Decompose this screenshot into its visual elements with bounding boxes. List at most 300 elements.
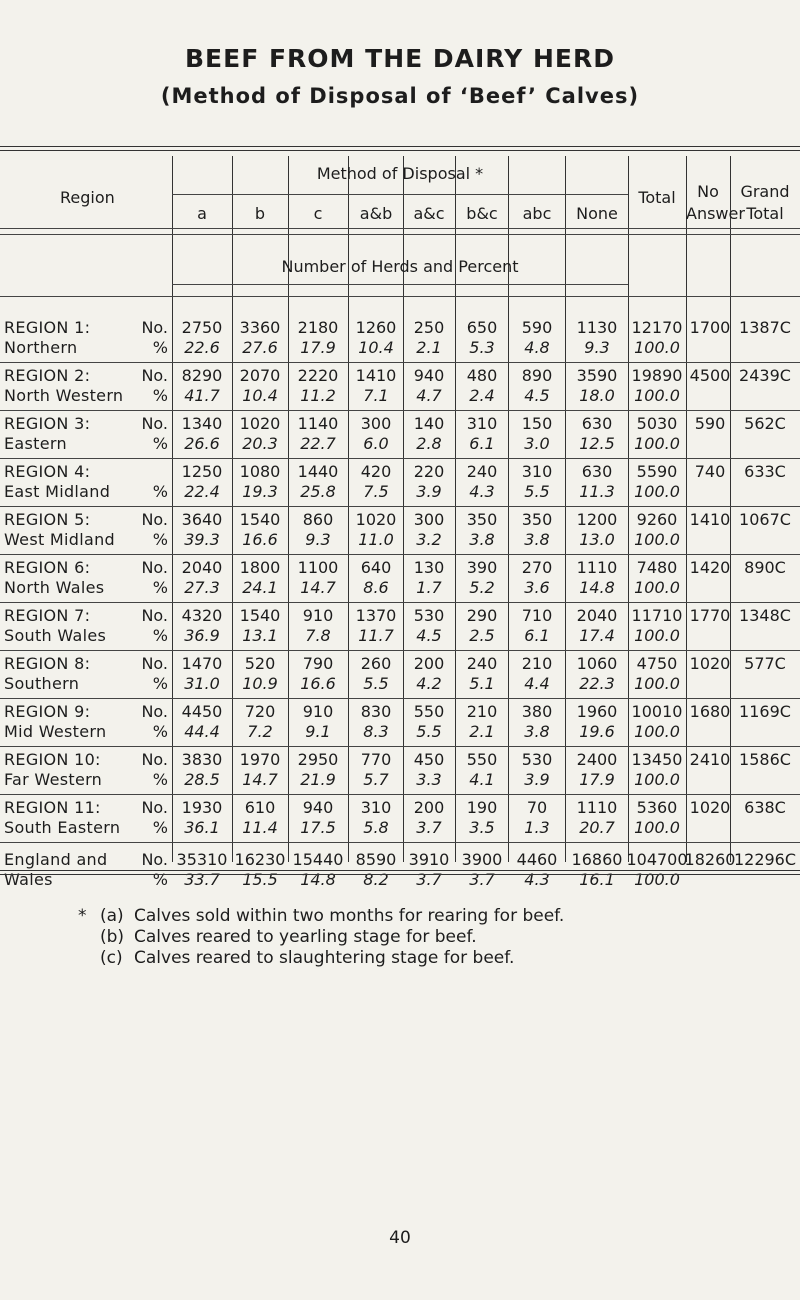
percent-cell: 8.2 [363, 870, 389, 889]
percent-cell: 8.6 [363, 578, 389, 597]
row-label-number: No. [141, 654, 168, 673]
percent-cell: 10.4 [242, 386, 278, 405]
count-cell: 300 [360, 414, 392, 433]
percent-cell: 100.0 [634, 674, 680, 693]
column-header-region: Region [60, 188, 115, 207]
count-cell: 35310 [176, 850, 228, 869]
count-cell: 1410 [355, 366, 397, 385]
count-cell: 1680 [689, 702, 731, 721]
count-cell: 830 [360, 702, 392, 721]
region-name-line2: Far Western [4, 770, 103, 789]
region-name-line1: England and [4, 850, 108, 869]
percent-cell: 3.8 [469, 530, 495, 549]
count-cell: 910 [302, 702, 334, 721]
percent-cell: 100.0 [634, 338, 680, 357]
count-cell: 10010 [631, 702, 683, 721]
count-cell: 2180 [297, 318, 339, 337]
table-top-rule-double [0, 150, 800, 151]
percent-cell: 16.6 [300, 674, 336, 693]
percent-cell: 15.5 [242, 870, 278, 889]
table-bottom-rule-double [0, 874, 800, 875]
count-cell: 1060 [576, 654, 618, 673]
row-separator [0, 554, 800, 555]
percent-cell: 2.1 [416, 338, 442, 357]
count-cell: 2950 [297, 750, 339, 769]
count-cell: 250 [413, 318, 445, 337]
row-label-number: No. [141, 606, 168, 625]
count-cell: 4750 [636, 654, 678, 673]
percent-cell: 100.0 [634, 434, 680, 453]
page-subtitle: (Method of Disposal of ‘Beef’ Calves) [160, 84, 640, 108]
column-header-grand-total-2: Total [746, 204, 784, 223]
percent-cell: 11.7 [358, 626, 394, 645]
percent-cell: 24.1 [242, 578, 278, 597]
percent-cell: 100.0 [634, 626, 680, 645]
percent-cell: 11.3 [579, 482, 615, 501]
count-cell: 630 [581, 462, 613, 481]
percent-cell: 4.5 [416, 626, 442, 645]
region-name-line2: Wales [4, 870, 53, 889]
row-label-percent: % [152, 482, 168, 501]
count-cell: 9260 [636, 510, 678, 529]
count-cell: 1387C [739, 318, 791, 337]
count-cell: 1970 [239, 750, 281, 769]
region-name-line1: REGION 10: [4, 750, 101, 769]
percent-cell: 3.7 [416, 870, 442, 889]
count-cell: 220 [413, 462, 445, 481]
column-header-no-answer-1: No [697, 182, 719, 201]
percent-cell: 6.1 [524, 626, 550, 645]
count-cell: 1130 [576, 318, 618, 337]
count-cell: 2439C [739, 366, 791, 385]
count-cell: 200 [413, 798, 445, 817]
region-name-line2: South Wales [4, 626, 107, 645]
region-name-line1: REGION 3: [4, 414, 91, 433]
count-cell: 13450 [631, 750, 683, 769]
percent-cell: 1.3 [524, 818, 550, 837]
count-cell: 12170 [631, 318, 683, 337]
column-header-a: a [197, 204, 207, 223]
percent-cell: 4.4 [524, 674, 550, 693]
column-header-c: c [313, 204, 323, 223]
count-cell: 790 [302, 654, 334, 673]
count-cell: 3640 [181, 510, 223, 529]
row-separator [0, 698, 800, 699]
percent-cell: 41.7 [184, 386, 220, 405]
row-label-percent: % [152, 338, 168, 357]
count-cell: 2410 [689, 750, 731, 769]
header-rule [0, 228, 800, 229]
count-cell: 1110 [576, 558, 618, 577]
count-cell: 8590 [355, 850, 397, 869]
row-separator [0, 410, 800, 411]
row-label-percent: % [152, 870, 168, 889]
percent-cell: 20.3 [242, 434, 278, 453]
region-name-line2: South Eastern [4, 818, 121, 837]
count-cell: 3910 [408, 850, 450, 869]
region-name-line1: REGION 11: [4, 798, 101, 817]
percent-cell: 4.5 [524, 386, 550, 405]
count-cell: 12296C [733, 850, 797, 869]
count-cell: 4450 [181, 702, 223, 721]
percent-cell: 100.0 [634, 482, 680, 501]
header-rule [172, 284, 628, 285]
count-cell: 1250 [181, 462, 223, 481]
count-cell: 130 [413, 558, 445, 577]
count-cell: 1348C [739, 606, 791, 625]
percent-cell: 13.0 [579, 530, 615, 549]
percent-cell: 36.1 [184, 818, 220, 837]
count-cell: 150 [521, 414, 553, 433]
percent-cell: 4.1 [469, 770, 495, 789]
percent-cell: 5.5 [363, 674, 389, 693]
count-cell: 450 [413, 750, 445, 769]
count-cell: 5360 [636, 798, 678, 817]
percent-cell: 100.0 [634, 870, 680, 889]
count-cell: 650 [466, 318, 498, 337]
row-label-percent: % [152, 578, 168, 597]
region-name-line1: REGION 9: [4, 702, 91, 721]
row-separator [0, 746, 800, 747]
count-cell: 633C [744, 462, 786, 481]
count-cell: 70 [526, 798, 548, 817]
count-cell: 260 [360, 654, 392, 673]
count-cell: 1586C [739, 750, 791, 769]
count-cell: 1800 [239, 558, 281, 577]
region-name-line2: Northern [4, 338, 78, 357]
percent-cell: 14.8 [300, 870, 336, 889]
count-cell: 350 [521, 510, 553, 529]
percent-cell: 6.0 [363, 434, 389, 453]
count-cell: 2750 [181, 318, 223, 337]
column-header-a-and-c: a&c [413, 204, 445, 223]
percent-cell: 100.0 [634, 722, 680, 741]
count-cell: 240 [466, 654, 498, 673]
percent-cell: 11.2 [300, 386, 336, 405]
count-cell: 720 [244, 702, 276, 721]
row-separator [0, 794, 800, 795]
count-cell: 1020 [355, 510, 397, 529]
percent-cell: 6.1 [469, 434, 495, 453]
count-cell: 2070 [239, 366, 281, 385]
count-cell: 577C [744, 654, 786, 673]
footnote-key: (a) [100, 906, 124, 926]
percent-cell: 28.5 [184, 770, 220, 789]
column-header-abc: abc [522, 204, 552, 223]
percent-cell: 19.6 [579, 722, 615, 741]
percent-cell: 100.0 [634, 386, 680, 405]
percent-cell: 9.1 [305, 722, 331, 741]
percent-cell: 3.8 [524, 530, 550, 549]
region-name-line1: REGION 4: [4, 462, 91, 481]
percent-cell: 14.7 [300, 578, 336, 597]
percent-cell: 20.7 [579, 818, 615, 837]
count-cell: 4320 [181, 606, 223, 625]
region-name-line1: REGION 8: [4, 654, 91, 673]
row-separator [0, 602, 800, 603]
percent-cell: 4.3 [469, 482, 495, 501]
percent-cell: 27.6 [242, 338, 278, 357]
count-cell: 940 [302, 798, 334, 817]
percent-cell: 4.7 [416, 386, 442, 405]
footnote-b [78, 927, 564, 948]
count-cell: 3360 [239, 318, 281, 337]
count-cell: 7480 [636, 558, 678, 577]
percent-cell: 3.7 [469, 870, 495, 889]
count-cell: 5590 [636, 462, 678, 481]
count-cell: 1770 [689, 606, 731, 625]
percent-cell: 5.5 [524, 482, 550, 501]
percent-cell: 10.9 [242, 674, 278, 693]
count-cell: 104700 [626, 850, 688, 869]
row-separator [0, 842, 800, 843]
count-cell: 190 [466, 798, 498, 817]
count-cell: 2220 [297, 366, 339, 385]
region-name-line2: East Midland [4, 482, 111, 501]
count-cell: 3830 [181, 750, 223, 769]
column-header-None: None [576, 204, 618, 223]
percent-cell: 39.3 [184, 530, 220, 549]
footnotes [78, 906, 564, 969]
percent-cell: 5.7 [363, 770, 389, 789]
percent-cell: 100.0 [634, 818, 680, 837]
count-cell: 16230 [234, 850, 286, 869]
percent-cell: 25.8 [300, 482, 336, 501]
count-cell: 4460 [516, 850, 558, 869]
percent-cell: 3.0 [524, 434, 550, 453]
count-cell: 1100 [297, 558, 339, 577]
count-cell: 18260 [684, 850, 736, 869]
percent-cell: 17.9 [579, 770, 615, 789]
percent-cell: 22.7 [300, 434, 336, 453]
count-cell: 2040 [576, 606, 618, 625]
footnote-c [78, 948, 564, 969]
count-cell: 940 [413, 366, 445, 385]
count-cell: 270 [521, 558, 553, 577]
count-cell: 1020 [689, 654, 731, 673]
percent-cell: 9.3 [584, 338, 610, 357]
percent-cell: 17.5 [300, 818, 336, 837]
percent-cell: 22.6 [184, 338, 220, 357]
percent-cell: 17.9 [300, 338, 336, 357]
count-cell: 1020 [689, 798, 731, 817]
region-name-line1: REGION 7: [4, 606, 91, 625]
footnote-a [78, 906, 564, 927]
column-header-b: b [254, 204, 266, 223]
percent-cell: 13.1 [242, 626, 278, 645]
count-cell: 240 [466, 462, 498, 481]
count-cell: 290 [466, 606, 498, 625]
count-cell: 1930 [181, 798, 223, 817]
row-label-percent: % [152, 722, 168, 741]
percent-cell: 11.0 [358, 530, 394, 549]
count-cell: 1440 [297, 462, 339, 481]
count-cell: 630 [581, 414, 613, 433]
row-label-number: No. [141, 318, 168, 337]
footnote-key: (c) [100, 948, 123, 968]
percent-cell: 3.2 [416, 530, 442, 549]
count-cell: 562C [744, 414, 786, 433]
percent-cell: 2.4 [469, 386, 495, 405]
page-title: BEEF FROM THE DAIRY HERD [184, 44, 615, 73]
percent-cell: 16.6 [242, 530, 278, 549]
row-label-number: No. [141, 798, 168, 817]
percent-cell: 11.4 [242, 818, 278, 837]
region-name-line1: REGION 2: [4, 366, 91, 385]
count-cell: 310 [466, 414, 498, 433]
region-name-line2: Eastern [4, 434, 67, 453]
row-separator [0, 458, 800, 459]
column-header-b-and-c: b&c [466, 204, 498, 223]
region-name-line2: North Wales [4, 578, 105, 597]
header-rule [172, 194, 628, 195]
percent-cell: 16.1 [579, 870, 615, 889]
count-cell: 390 [466, 558, 498, 577]
count-cell: 1340 [181, 414, 223, 433]
row-label-percent: % [152, 530, 168, 549]
count-cell: 1169C [739, 702, 791, 721]
count-cell: 1110 [576, 798, 618, 817]
region-name-line2: West Midland [4, 530, 115, 549]
column-header-no-answer-2: Answer [686, 204, 745, 223]
count-cell: 11710 [631, 606, 683, 625]
region-name-line2: Mid Western [4, 722, 107, 741]
percent-cell: 100.0 [634, 770, 680, 789]
percent-cell: 19.3 [242, 482, 278, 501]
percent-cell: 7.2 [247, 722, 273, 741]
percent-cell: 31.0 [184, 674, 220, 693]
count-cell: 1700 [689, 318, 731, 337]
percent-cell: 7.1 [363, 386, 389, 405]
percent-cell: 21.9 [300, 770, 336, 789]
count-cell: 640 [360, 558, 392, 577]
percent-cell: 27.3 [184, 578, 220, 597]
count-cell: 1540 [239, 510, 281, 529]
percent-cell: 17.4 [579, 626, 615, 645]
page-number: 40 [389, 1228, 411, 1248]
count-cell: 610 [244, 798, 276, 817]
number-of-herds-header: Number of Herds and Percent [281, 257, 519, 276]
percent-cell: 7.8 [305, 626, 331, 645]
count-cell: 740 [694, 462, 726, 481]
percent-cell: 9.3 [305, 530, 331, 549]
count-cell: 1410 [689, 510, 731, 529]
count-cell: 1067C [739, 510, 791, 529]
percent-cell: 100.0 [634, 578, 680, 597]
count-cell: 590 [694, 414, 726, 433]
percent-cell: 5.1 [469, 674, 495, 693]
row-label-number: No. [141, 750, 168, 769]
count-cell: 1540 [239, 606, 281, 625]
row-label-number: No. [141, 510, 168, 529]
percent-cell: 14.7 [242, 770, 278, 789]
row-label-percent: % [152, 770, 168, 789]
percent-cell: 2.8 [416, 434, 442, 453]
count-cell: 530 [521, 750, 553, 769]
row-label-number: No. [141, 366, 168, 385]
percent-cell: 26.6 [184, 434, 220, 453]
count-cell: 1470 [181, 654, 223, 673]
region-name-line2: Southern [4, 674, 80, 693]
footnote-text: Calves reared to slaughtering stage for beef. [134, 948, 515, 968]
percent-cell: 100.0 [634, 530, 680, 549]
percent-cell: 1.7 [416, 578, 442, 597]
count-cell: 15440 [292, 850, 344, 869]
region-name-line1: REGION 6: [4, 558, 91, 577]
percent-cell: 4.3 [524, 870, 550, 889]
header-rule [0, 234, 800, 235]
count-cell: 590 [521, 318, 553, 337]
footnote-key: (b) [100, 927, 125, 947]
count-cell: 1020 [239, 414, 281, 433]
table-bottom-rule [0, 870, 800, 871]
row-label-percent: % [152, 434, 168, 453]
count-cell: 1960 [576, 702, 618, 721]
count-cell: 210 [521, 654, 553, 673]
count-cell: 890C [744, 558, 786, 577]
count-cell: 2400 [576, 750, 618, 769]
percent-cell: 22.3 [579, 674, 615, 693]
column-header-a-and-b: a&b [359, 204, 393, 223]
count-cell: 8290 [181, 366, 223, 385]
count-cell: 5030 [636, 414, 678, 433]
percent-cell: 22.4 [184, 482, 220, 501]
footnote-text: Calves sold within two months for rearing for beef. [134, 906, 565, 926]
count-cell: 3590 [576, 366, 618, 385]
count-cell: 1140 [297, 414, 339, 433]
count-cell: 300 [413, 510, 445, 529]
percent-cell: 44.4 [184, 722, 220, 741]
count-cell: 860 [302, 510, 334, 529]
column-header-total: Total [638, 188, 676, 207]
region-name-line1: REGION 1: [4, 318, 91, 337]
row-separator [0, 506, 800, 507]
percent-cell: 7.5 [363, 482, 389, 501]
row-separator [0, 650, 800, 651]
percent-cell: 4.2 [416, 674, 442, 693]
percent-cell: 8.3 [363, 722, 389, 741]
percent-cell: 12.5 [579, 434, 615, 453]
percent-cell: 14.8 [579, 578, 615, 597]
header-rule [0, 296, 800, 297]
count-cell: 380 [521, 702, 553, 721]
percent-cell: 3.5 [469, 818, 495, 837]
row-label-number: No. [141, 414, 168, 433]
percent-cell: 4.8 [524, 338, 550, 357]
count-cell: 19890 [631, 366, 683, 385]
count-cell: 1370 [355, 606, 397, 625]
percent-cell: 2.5 [469, 626, 495, 645]
count-cell: 910 [302, 606, 334, 625]
method-of-disposal-header: Method of Disposal * [316, 164, 484, 183]
count-cell: 710 [521, 606, 553, 625]
count-cell: 310 [521, 462, 553, 481]
percent-cell: 3.6 [524, 578, 550, 597]
region-name-line1: REGION 5: [4, 510, 91, 529]
percent-cell: 3.9 [524, 770, 550, 789]
count-cell: 1420 [689, 558, 731, 577]
count-cell: 16860 [571, 850, 623, 869]
count-cell: 550 [413, 702, 445, 721]
count-cell: 638C [744, 798, 786, 817]
column-header-grand-total-1: Grand [740, 182, 790, 201]
percent-cell: 5.8 [363, 818, 389, 837]
count-cell: 3900 [461, 850, 503, 869]
percent-cell: 10.4 [358, 338, 394, 357]
row-label-number: No. [141, 850, 168, 869]
row-separator [0, 362, 800, 363]
percent-cell: 36.9 [184, 626, 220, 645]
